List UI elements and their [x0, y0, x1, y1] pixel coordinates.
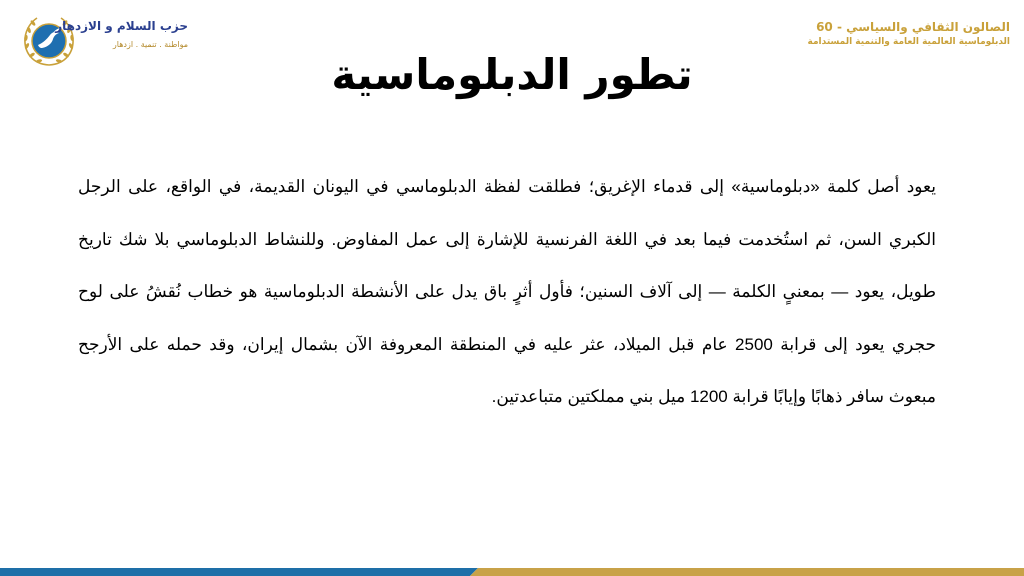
slide-title: تطور الدبلوماسية: [331, 50, 693, 99]
salon-header: [790, 19, 1010, 49]
bottom-accent-bar: [0, 568, 1024, 576]
body-paragraph: يعود أصل كلمة «دبلوماسية» إلى قدماء الإغريق؛ فطلقت لفظة الدبلوماسي في اليونان القديمة، في الواقع، على الرجل الكبري السن، ثم استُخدمت فيما بعد في اللغة الفرنسية للإشارة إلى عمل المفاوض. وللنشاط الدبلوماسي بلا شك تاريخ طويل، يعود — بمعنىٍ الكلمة — إلى آلاف السنين؛ فأول أثرٍ باق يدل على الأنشطة الدبلوماسية هو خطاب نُقشُ على لوح حجري يعود إلى قرابة 2500 عام قبل الميلاد، عثر عليه في المنطقة المعروفة الآن بشمال إيران، وقد حمله على الأرجح مبعوث سافر ذهابًا وإيابًا قرابة 1200 ميل بني مملكتين متباعدتين.: [78, 177, 936, 406]
logo-slogan: مواطنة . تنمية . ازدهار: [112, 40, 188, 49]
salon-title: الصالون الثقافي والسياسي - 60: [816, 20, 1010, 34]
logo-name: حزب السلام و الازدهار: [55, 19, 188, 33]
salon-subtitle: الدبلوماسية العالمية العامة والتنمية المستدامة: [807, 37, 1010, 47]
logo-text: [55, 18, 188, 52]
